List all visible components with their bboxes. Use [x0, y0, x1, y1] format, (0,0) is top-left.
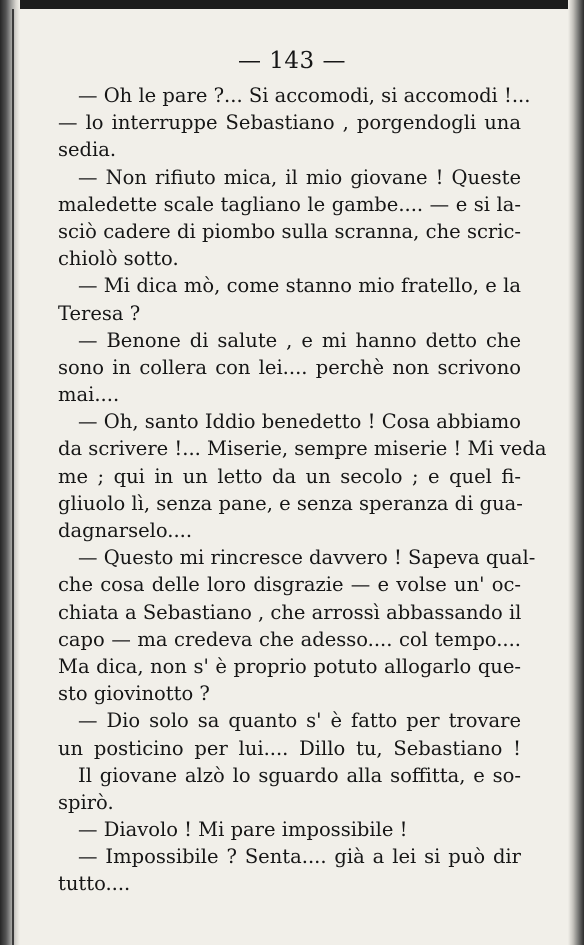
text-line: chiolò sotto. — [58, 247, 179, 271]
text-line: — Diavolo ! Mi pare impossibile ! — [78, 818, 408, 842]
text-line: mai.... — [58, 383, 120, 407]
text-line: dagnarselo.... — [58, 519, 193, 542]
text-line: chiata a Sebastiano , che arrossì abbassando il — [58, 600, 522, 624]
text-line: spirò. — [58, 790, 114, 814]
text-line: gliuolo lì, senza pane, e senza speranza di gua- — [58, 491, 523, 515]
page-number: — 143 — — [237, 48, 347, 74]
text-line: da scrivere !... Miserie, sempre miserie ! Mi veda — [58, 437, 547, 461]
gutter-line — [12, 9, 14, 945]
text-line: che cosa delle loro disgrazie — e volse un' oc- — [58, 573, 521, 597]
text-line: sono in collera con lei.... perchè non scrivono — [58, 355, 521, 379]
text-line: Ma dica, non s' è proprio potuto allogarlo que- — [58, 654, 521, 678]
text-line: — Mi dica mò, come stanno mio fratello, e la — [78, 274, 521, 298]
page-top-edge — [0, 0, 584, 9]
text-line: — Benone di salute , e mi hanno detto che — [78, 328, 521, 352]
text-line: — Impossibile ? Senta.... già a lei si può dir — [78, 845, 521, 869]
text-line: capo — ma credeva che adesso.... col tempo.... — [58, 627, 521, 651]
text-line: — Questo mi rincresce davvero ! Sapeva qual- — [78, 546, 536, 570]
text-line: tutto.... — [58, 872, 131, 896]
text-line: me ; qui in un letto da un secolo ; e quel fi- — [58, 464, 521, 488]
text-line: un posticino per lui.... Dillo tu, Sebastiano ! — [58, 736, 521, 760]
text-line: — Non rifiuto mica, il mio giovane ! Queste — [78, 165, 521, 189]
text-line: — Dio solo sa quanto s' è fatto per trovare — [78, 709, 521, 733]
text-line: sedia. — [58, 138, 117, 162]
text-line: — lo interruppe Sebastiano , porgendogli una — [58, 111, 521, 135]
text-line: sciò cadere di piombo sulla scranna, che scric- — [58, 219, 521, 243]
text-line: — Oh le pare ?... Si accomodi, si accomodi !... — [78, 84, 531, 107]
body-text — [58, 82, 547, 898]
book-gutter-shadow — [0, 0, 20, 945]
text-line: Il giovane alzò lo sguardo alla soffitta, e so- — [78, 763, 521, 787]
page-right-edge — [568, 0, 584, 945]
text-line: — Oh, santo Iddio benedetto ! Cosa abbiamo — [78, 410, 521, 434]
text-line: maledette scale tagliano le gambe.... — e si la- — [58, 192, 521, 216]
text-line: Teresa ? — [58, 301, 141, 325]
text-line: sto giovinotto ? — [58, 682, 210, 706]
